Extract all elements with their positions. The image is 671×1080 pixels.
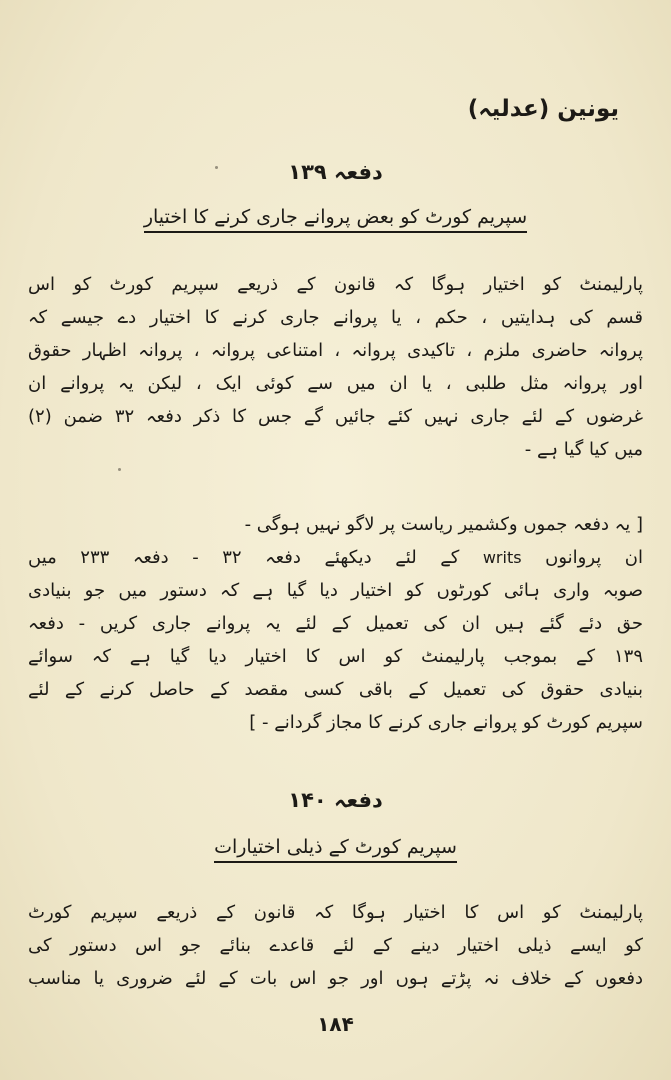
section-139-note (28, 508, 643, 739)
section-139-title-text: سپریم کورٹ کو بعض پروانے جاری کرنے کا اختیار (144, 206, 527, 233)
note-writs-word: writs (482, 548, 522, 567)
section-139-line-2: قسم کی ہدایتیں ، حکم ، یا پروانے جاری کرنے کا اختیار دے جیسے کہ (28, 307, 643, 328)
print-speck (118, 468, 121, 471)
page-number: ۱۸۴ (317, 1012, 354, 1036)
note-writs-suffix: کے لئے دیکھئے دفعہ ۳۲ - دفعہ ۲۳۳ میں (28, 547, 460, 568)
section-140-title (0, 836, 671, 858)
print-speck (215, 166, 218, 169)
note-line-1: صوبہ واری ہائی کورٹوں کو اختیار دیا گیا ہے کہ دستور میں جو بنیادی (28, 580, 643, 601)
section-140-line-3: دفعوں کے خلاف نہ پڑتے ہوں اور جو اس بات کے لئے ضروری یا مناسب (28, 968, 643, 989)
note-writs-line (28, 541, 643, 574)
section-139-line-1: پارلیمنٹ کو اختیار ہوگا کہ قانون کے ذریعے سپریم کورٹ کو اس (28, 274, 643, 295)
note-line-4: بنیادی حقوق کی تعمیل کے باقی کسی مقصد کے حاصل کرنے کے لئے (28, 679, 643, 700)
section-140-heading: دفعہ ۱۴۰ (288, 788, 383, 812)
note-line-2: حق دئے گئے ہیں ان کی تعمیل کے لئے یہ پروانے جاری کریں - دفعہ (28, 613, 643, 634)
section-139-title (0, 206, 671, 228)
section-140-line-2: کو ایسے ذیلی اختیار دینے کے لئے قاعدے بنائے جو اس دستور کی (28, 935, 643, 956)
note-intro-line: [ یہ دفعہ جموں وکشمیر ریاست پر لاگو نہیں ہوگی - (244, 514, 643, 535)
note-writs-prefix: ان پروانوں (545, 547, 643, 568)
section-139-line-6: میں کیا گیا ہے - (524, 439, 643, 460)
running-head: یونین (عدلیہ) (467, 96, 619, 122)
section-140-paragraph (28, 896, 643, 995)
section-139-line-3: پروانہ حاضری ملزم ، تاکیدی پروانہ ، امتناعی پروانہ ، پروانہ اظہار حقوق (28, 340, 643, 361)
section-139-heading: دفعہ ۱۳۹ (288, 160, 383, 184)
section-139-paragraph (28, 268, 643, 466)
note-line-3: ۱۳۹ کے بموجب پارلیمنٹ کو اس کا اختیار دیا گیا ہے کہ سوائے (28, 646, 643, 667)
section-139-line-4: اور پروانہ مثل طلبی ، یا ان میں سے کوئی ایک ، لیکن یہ پروانے ان (28, 373, 643, 394)
section-139-line-5: غرضوں کے لئے جاری نہیں کئے جائیں گے جس کا ذکر دفعہ ۳۲ ضمن (۲) (28, 406, 643, 427)
section-140-title-text: سپریم کورٹ کے ذیلی اختیارات (214, 836, 457, 863)
section-140-line-1: پارلیمنٹ کو اس کا اختیار ہوگا کہ قانون کے ذریعے سپریم کورٹ (28, 902, 643, 923)
note-line-5: سپریم کورٹ کو پروانے جاری کرنے کا مجاز گردانے - ] (249, 712, 643, 733)
